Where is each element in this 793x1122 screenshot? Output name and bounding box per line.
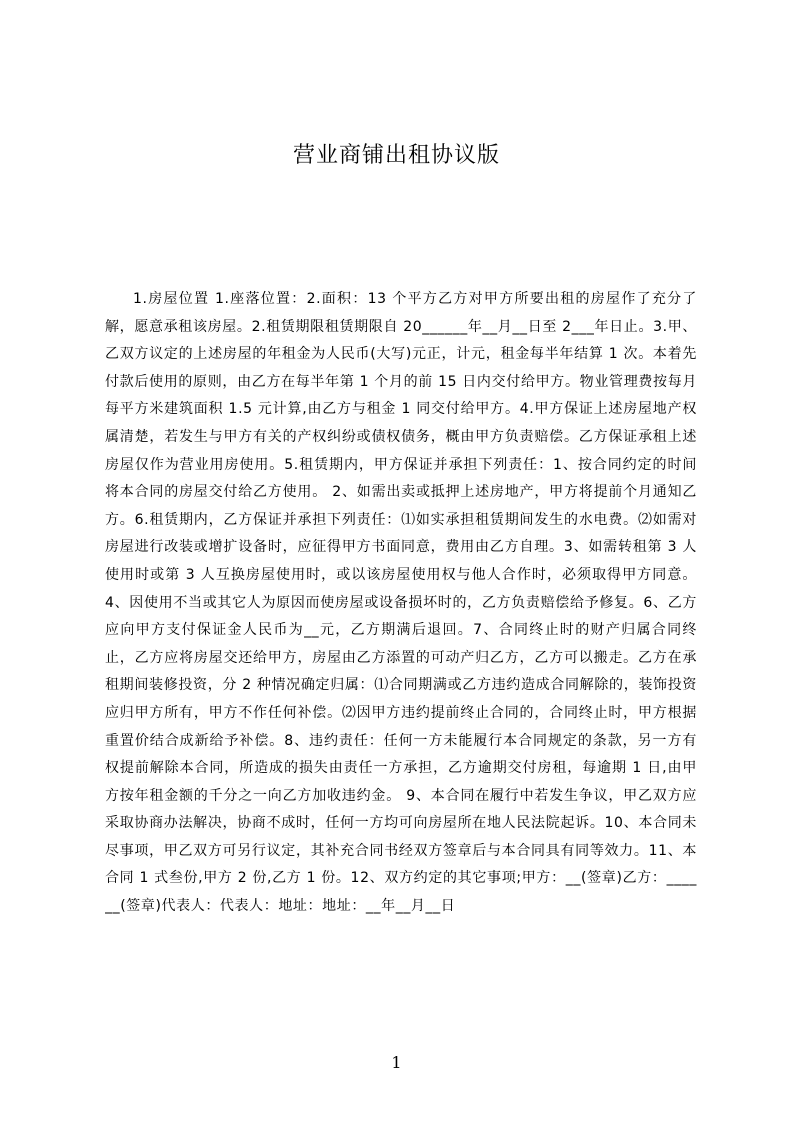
- document-body: [105, 286, 697, 966]
- document-title: 营业商铺出租协议版: [292, 143, 500, 168]
- page-number: 1: [391, 1053, 402, 1072]
- contract-body-paragraph: 1.房屋位置 1.座落位置：2.面积：13 个平方乙方对甲方所要出租的房屋作了充分了解，愿意承租该房屋。2.租赁期限租赁期限自 20______年__月__日至 2___年日止。3.甲、乙双方议定的上述房屋的年租金为人民币(大写)元正，计元，租金每半年结算 1 次。本着先付款后使用的原则，由乙方在每半年第 1 个月的前 15 日内交付给甲方。物业管理费按每月每平方米建筑面积 1.5 元计算,由乙方与租金 1 同交付给甲方。4.甲方保证上述房屋地产权属清楚，若发生与甲方有关的产权纠纷或债权债务，概由甲方负责赔偿。乙方保证承租上述房屋仅作为营业用房使用。5.租赁期内，甲方保证并承担下列责任：1、按合同约定的时间将本合同的房屋交付给乙方使用。 2、如需出卖或抵押上述房地产，甲方将提前个月通知乙方。6.租赁期内，乙方保证并承担下列责任：⑴如实承担租赁期间发生的水电费。⑵如需对房屋进行改装或增扩设备时，应征得甲方书面同意，费用由乙方自理。3、如需转租第 3 人使用时或第 3 人互换房屋使用时，或以该房屋使用权与他人合作时，必须取得甲方同意。4、因使用不当或其它人为原因而使房屋或设备损坏时的，乙方负责赔偿给予修复。6、乙方应向甲方支付保证金人民币为__元，乙方期满后退回。7、合同终止时的财产归属合同终止，乙方应将房屋交还给甲方，房屋由乙方添置的可动产归乙方，乙方可以搬走。乙方在承租期间装修投资，分 2 种情况确定归属：⑴合同期满或乙方违约造成合同解除的，装饰投资应归甲方所有，甲方不作任何补偿。⑵因甲方违约提前终止合同的，合同终止时，甲方根据重置价结合成新给予补偿。8、违约责任：任何一方未能履行本合同规定的条款，另一方有权提前解除本合同，所造成的损失由责任一方承担，乙方逾期交付房租，每逾期 1 日,由甲方按年租金额的千分之一向乙方加收违约金。 9、本合同在履行中若发生争议，甲乙双方应采取协商办法解决，协商不成时，任何一方均可向房屋所在地人民法院起诉。10、本合同未尽事项，甲乙双方可另行议定，其补充合同书经双方签章后与本合同具有同等效力。11、本合同 1 式叁份,甲方 2 份,乙方 1 份。12、双方约定的其它事项;甲方：__(签章)乙方：______(签章)代表人：代表人：地址：地址：__年__月__日: [105, 291, 697, 915]
